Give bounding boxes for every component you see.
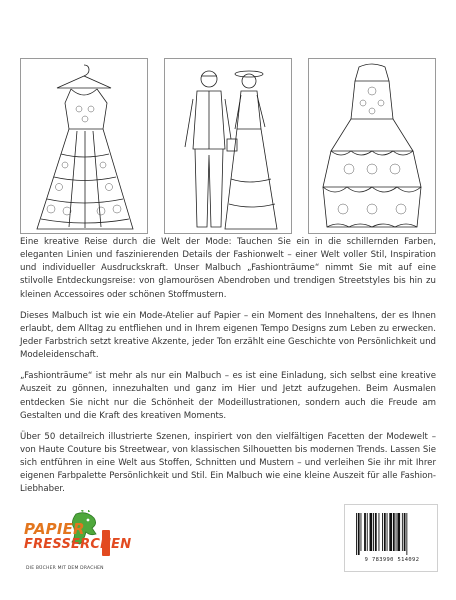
barcode-bar xyxy=(393,513,395,551)
barcode-bar xyxy=(375,513,377,551)
barcode-bar xyxy=(406,513,407,555)
barcode-bar xyxy=(356,513,357,555)
barcode-bar xyxy=(361,513,362,551)
dress-on-hanger-illustration xyxy=(20,58,148,234)
barcode-bar xyxy=(396,513,397,551)
fashion-couple-icon xyxy=(165,59,291,233)
barcode-bar xyxy=(402,513,403,551)
logo-tagline: DIE BÜCHER MIT DEM DRACHEN xyxy=(26,566,104,571)
barcode-bar xyxy=(370,513,373,551)
barcode-bar xyxy=(358,513,360,555)
dress-on-hanger-icon xyxy=(21,59,147,233)
barcode-bar xyxy=(387,513,388,551)
barcode-bar xyxy=(367,513,368,551)
illustration-row xyxy=(0,0,456,232)
body-paragraph-4: Über 50 detailreich illustrierte Szenen, inspiriert von den vielfältigen Facetten der Modewelt – von Haute Couture bis Streetwear, von klassischen Silhouetten bis modernen Trends. Lassen Sie sich entführen in eine Welt aus Stoffen, Schnitten und Mustern – und verleihen Sie ihr mit Ihrer eigenen Farbpalette Persönlichkeit und Stil. Ein Malbuch wie eine kleine Auszeit für alle Fashion-Liebhaber. xyxy=(20,431,436,495)
logo-line-papier: PAPIER xyxy=(24,520,85,538)
barcode-digits: 9 783990 514092 xyxy=(364,557,420,563)
body-paragraph-3: „Fashionträume“ ist mehr als nur ein Malbuch – es ist eine Einladung, sich selbst eine kreative Auszeit zu gönnen, innezuhalten und ganz im Hier und Jetzt aufzugehen. Beim Ausmalen entdecken Sie nicht nur die Schönheit der Modeillustrationen, sondern auch die Freude am Gestalten und die Kraft des kreativen Moments. xyxy=(20,371,436,421)
ornate-gown-icon xyxy=(309,59,435,233)
logo-line-fresserchen: FRESSERCHEN xyxy=(24,537,132,552)
barcode-bar xyxy=(384,513,386,551)
barcode-bar xyxy=(389,513,392,551)
barcode-bar xyxy=(373,513,374,551)
isbn-barcode xyxy=(344,504,438,572)
barcode-bar xyxy=(397,513,400,551)
barcode-bar xyxy=(379,513,380,551)
body-paragraph-2: Dieses Malbuch ist wie ein Mode-Atelier auf Papier – ein Moment des Innehaltens, der es Ihnen erlaubt, dem Alltag zu entfliehen und in Ihrem eigenen Tempo Designs zum Leben zu erwecken. Jeder Farbstrich setzt kreative Akzente, jeder Ton erzählt eine Geschichte von Persönlichkeit und Modeleidenschaft. xyxy=(20,310,436,361)
barcode-bar xyxy=(364,513,366,551)
barcode-bar xyxy=(404,513,406,551)
publisher-logo xyxy=(22,510,132,586)
body-text xyxy=(20,236,436,505)
ornate-gown-illustration xyxy=(308,58,436,234)
fashion-couple-illustration xyxy=(164,58,292,234)
barcode-bar xyxy=(382,513,383,551)
body-paragraph-1: Eine kreative Reise durch die Welt der Mode: Tauchen Sie ein in die schillernden Farben, eleganten Linien und faszinierenden Details der Fashionwelt – einer Welt voller Stil, Inspiration und individueller Ausdruckskraft. Unser Malbuch „Fashionträume“ nimmt Sie mit auf eine stilvolle Entdeckungsreise: von glamourösen Abendroben und trendigen Streetstyles bis hin zu kleinen Accessoires oder schönen Stoffmustern. xyxy=(20,237,436,300)
ean-barcode-icon xyxy=(355,513,429,555)
